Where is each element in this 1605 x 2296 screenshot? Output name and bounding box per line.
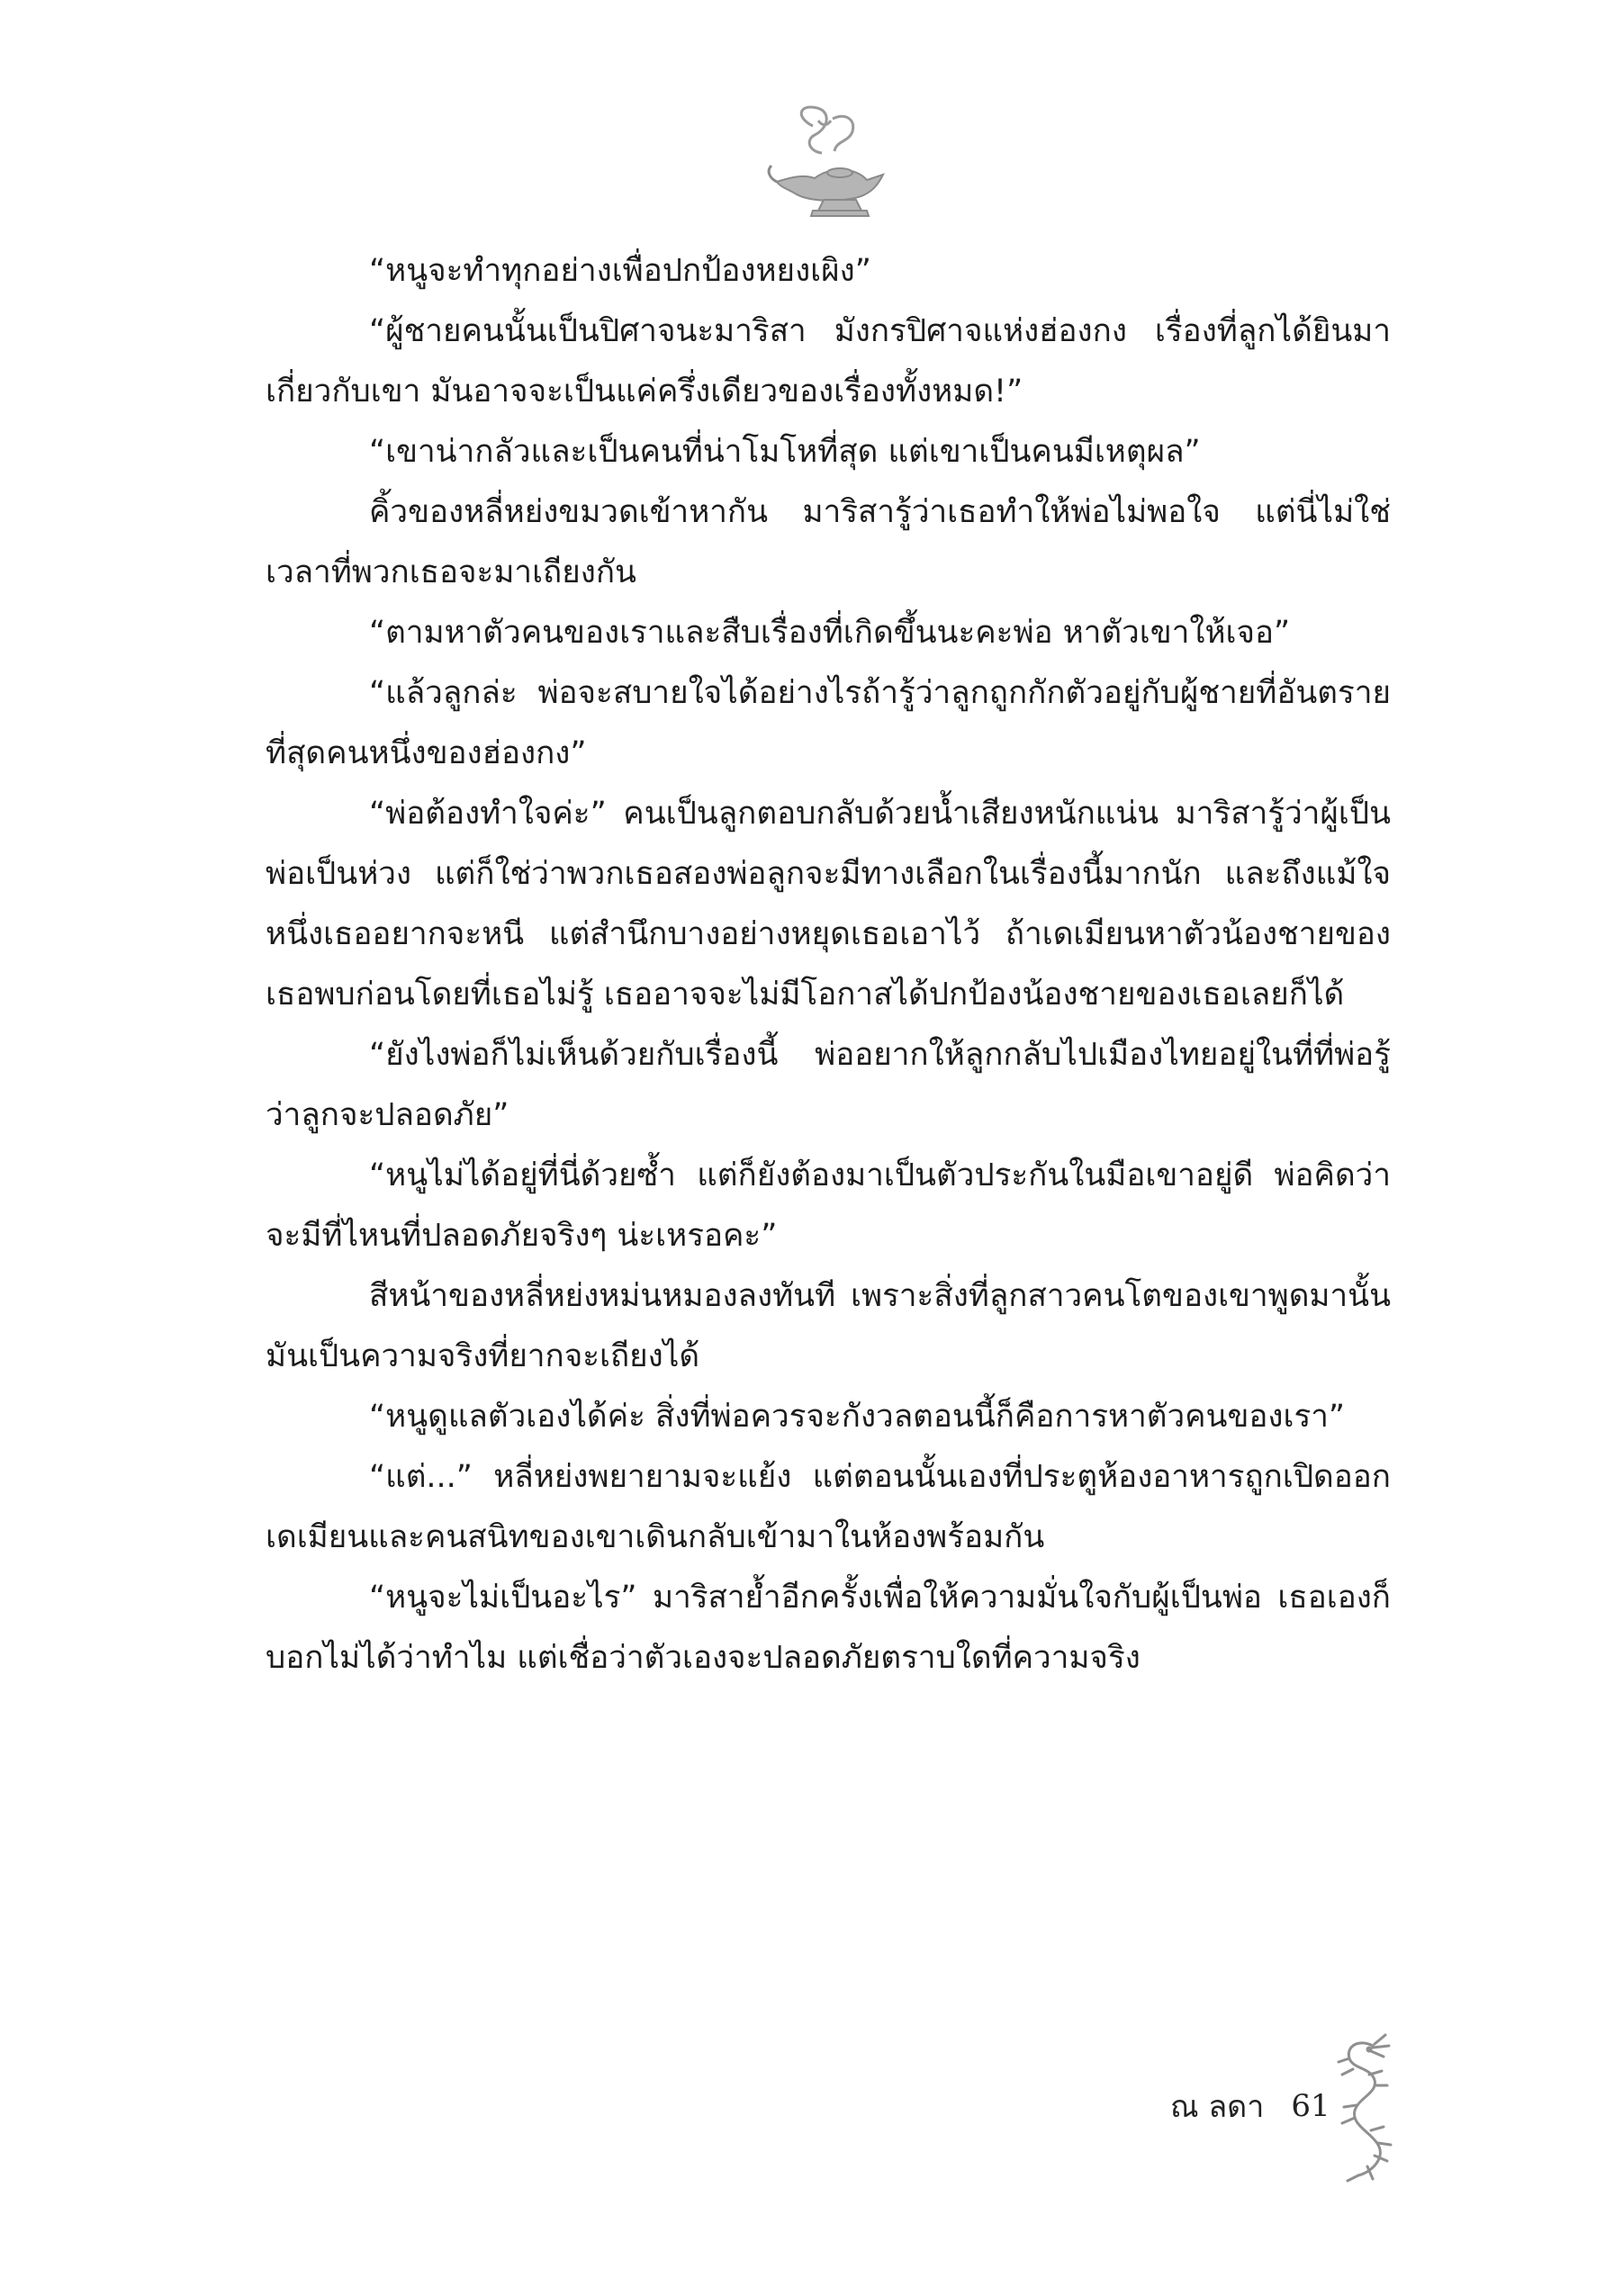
page-footer — [1170, 2079, 1330, 2133]
paragraph: “เขาน่ากลัวและเป็นคนที่น่าโมโหที่สุด แต่เขาเป็นคนมีเหตุผล” — [369, 434, 1201, 470]
paragraph: สีหน้าของหลี่หย่งหม่นหมองลงทันที เพราะสิ่งที่ลูกสาวคนโตของเขาพูดมานั้นมันเป็นความจริงที่ยากจะเถียงได้ — [266, 1278, 1391, 1374]
paragraph: “ตามหาตัวคนของเราและสืบเรื่องที่เกิดขึ้นนะคะพ่อ หาตัวเขาให้เจอ” — [369, 615, 1291, 651]
genie-lamp-icon — [759, 99, 894, 234]
paragraph: “แล้วลูกล่ะ พ่อจะสบายใจได้อย่างไรถ้ารู้ว่าลูกถูกกักตัวอยู่กับผู้ชายที่อันตรายที่สุดคนหนึ่งของฮ่องกง” — [266, 675, 1391, 771]
paragraph: “ยังไงพ่อก็ไม่เห็นด้วยกับเรื่องนี้ พ่ออยากให้ลูกกลับไปเมืองไทยอยู่ในที่ที่พ่อรู้ว่าลูกจะปลอดภัย” — [266, 1037, 1391, 1133]
paragraph: “หนูจะไม่เป็นอะไร” มาริสาย้ำอีกครั้งเพื่อให้ความมั่นใจกับผู้เป็นพ่อ เธอเองก็บอกไม่ได้ว่าทำไม แต่เชื่อว่าตัวเองจะปลอดภัยตราบใดที่ความจริง — [266, 1580, 1391, 1676]
paragraph: “หนูจะทำทุกอย่างเพื่อปกป้องหยงเผิง” — [369, 253, 871, 289]
body-text — [266, 241, 1391, 1688]
page-number: 61 — [1291, 2088, 1330, 2124]
author-name: ณ ลดา — [1170, 2089, 1265, 2125]
paragraph: คิ้วของหลี่หย่งขมวดเข้าหากัน มาริสารู้ว่าเธอทำให้พ่อไม่พอใจ แต่นี่ไม่ใช่เวลาที่พวกเธอจะมาเถียงกัน — [266, 494, 1391, 590]
paragraph: “หนูดูแลตัวเองได้ค่ะ สิ่งที่พ่อควรจะกังวลตอนนี้ก็คือการหาตัวคนของเรา” — [369, 1399, 1346, 1435]
paragraph: “แต่...” หลี่หย่งพยายามจะแย้ง แต่ตอนนั้นเองที่ประตูห้องอาหารถูกเปิดออก เดเมียนและคนสนิทของเขาเดินกลับเข้ามาในห้องพร้อมกัน — [266, 1459, 1391, 1555]
paragraph: “พ่อต้องทำใจค่ะ” คนเป็นลูกตอบกลับด้วยน้ำเสียงหนักแน่น มาริสารู้ว่าผู้เป็นพ่อเป็นห่วง แต่ก็ใช่ว่าพวกเธอสองพ่อลูกจะมีทางเลือกในเรื่องนี้มากนัก และถึงแม้ใจหนึ่งเธออยากจะหนี แต่สำนึกบางอย่างหยุดเธอเอาไว้ ถ้าเดเมียนหาตัวน้องชายของเธอพบก่อนโดยที่เธอไม่รู้ เธออาจจะไม่มีโอกาสได้ปกป้องน้องชายของเธอเลยก็ได้ — [266, 796, 1391, 1013]
dragon-icon — [1319, 2030, 1413, 2187]
paragraph: “ผู้ชายคนนั้นเป็นปิศาจนะมาริสา มังกรปิศาจแห่งฮ่องกง เรื่องที่ลูกได้ยินมาเกี่ยวกับเขา มันอาจจะเป็นแค่ครึ่งเดียวของเรื่องทั้งหมด!” — [266, 313, 1391, 410]
paragraph: “หนูไม่ได้อยู่ที่นี่ด้วยซ้ำ แต่ก็ยังต้องมาเป็นตัวประกันในมือเขาอยู่ดี พ่อคิดว่าจะมีที่ไหนที่ปลอดภัยจริงๆ น่ะเหรอคะ” — [266, 1157, 1391, 1254]
